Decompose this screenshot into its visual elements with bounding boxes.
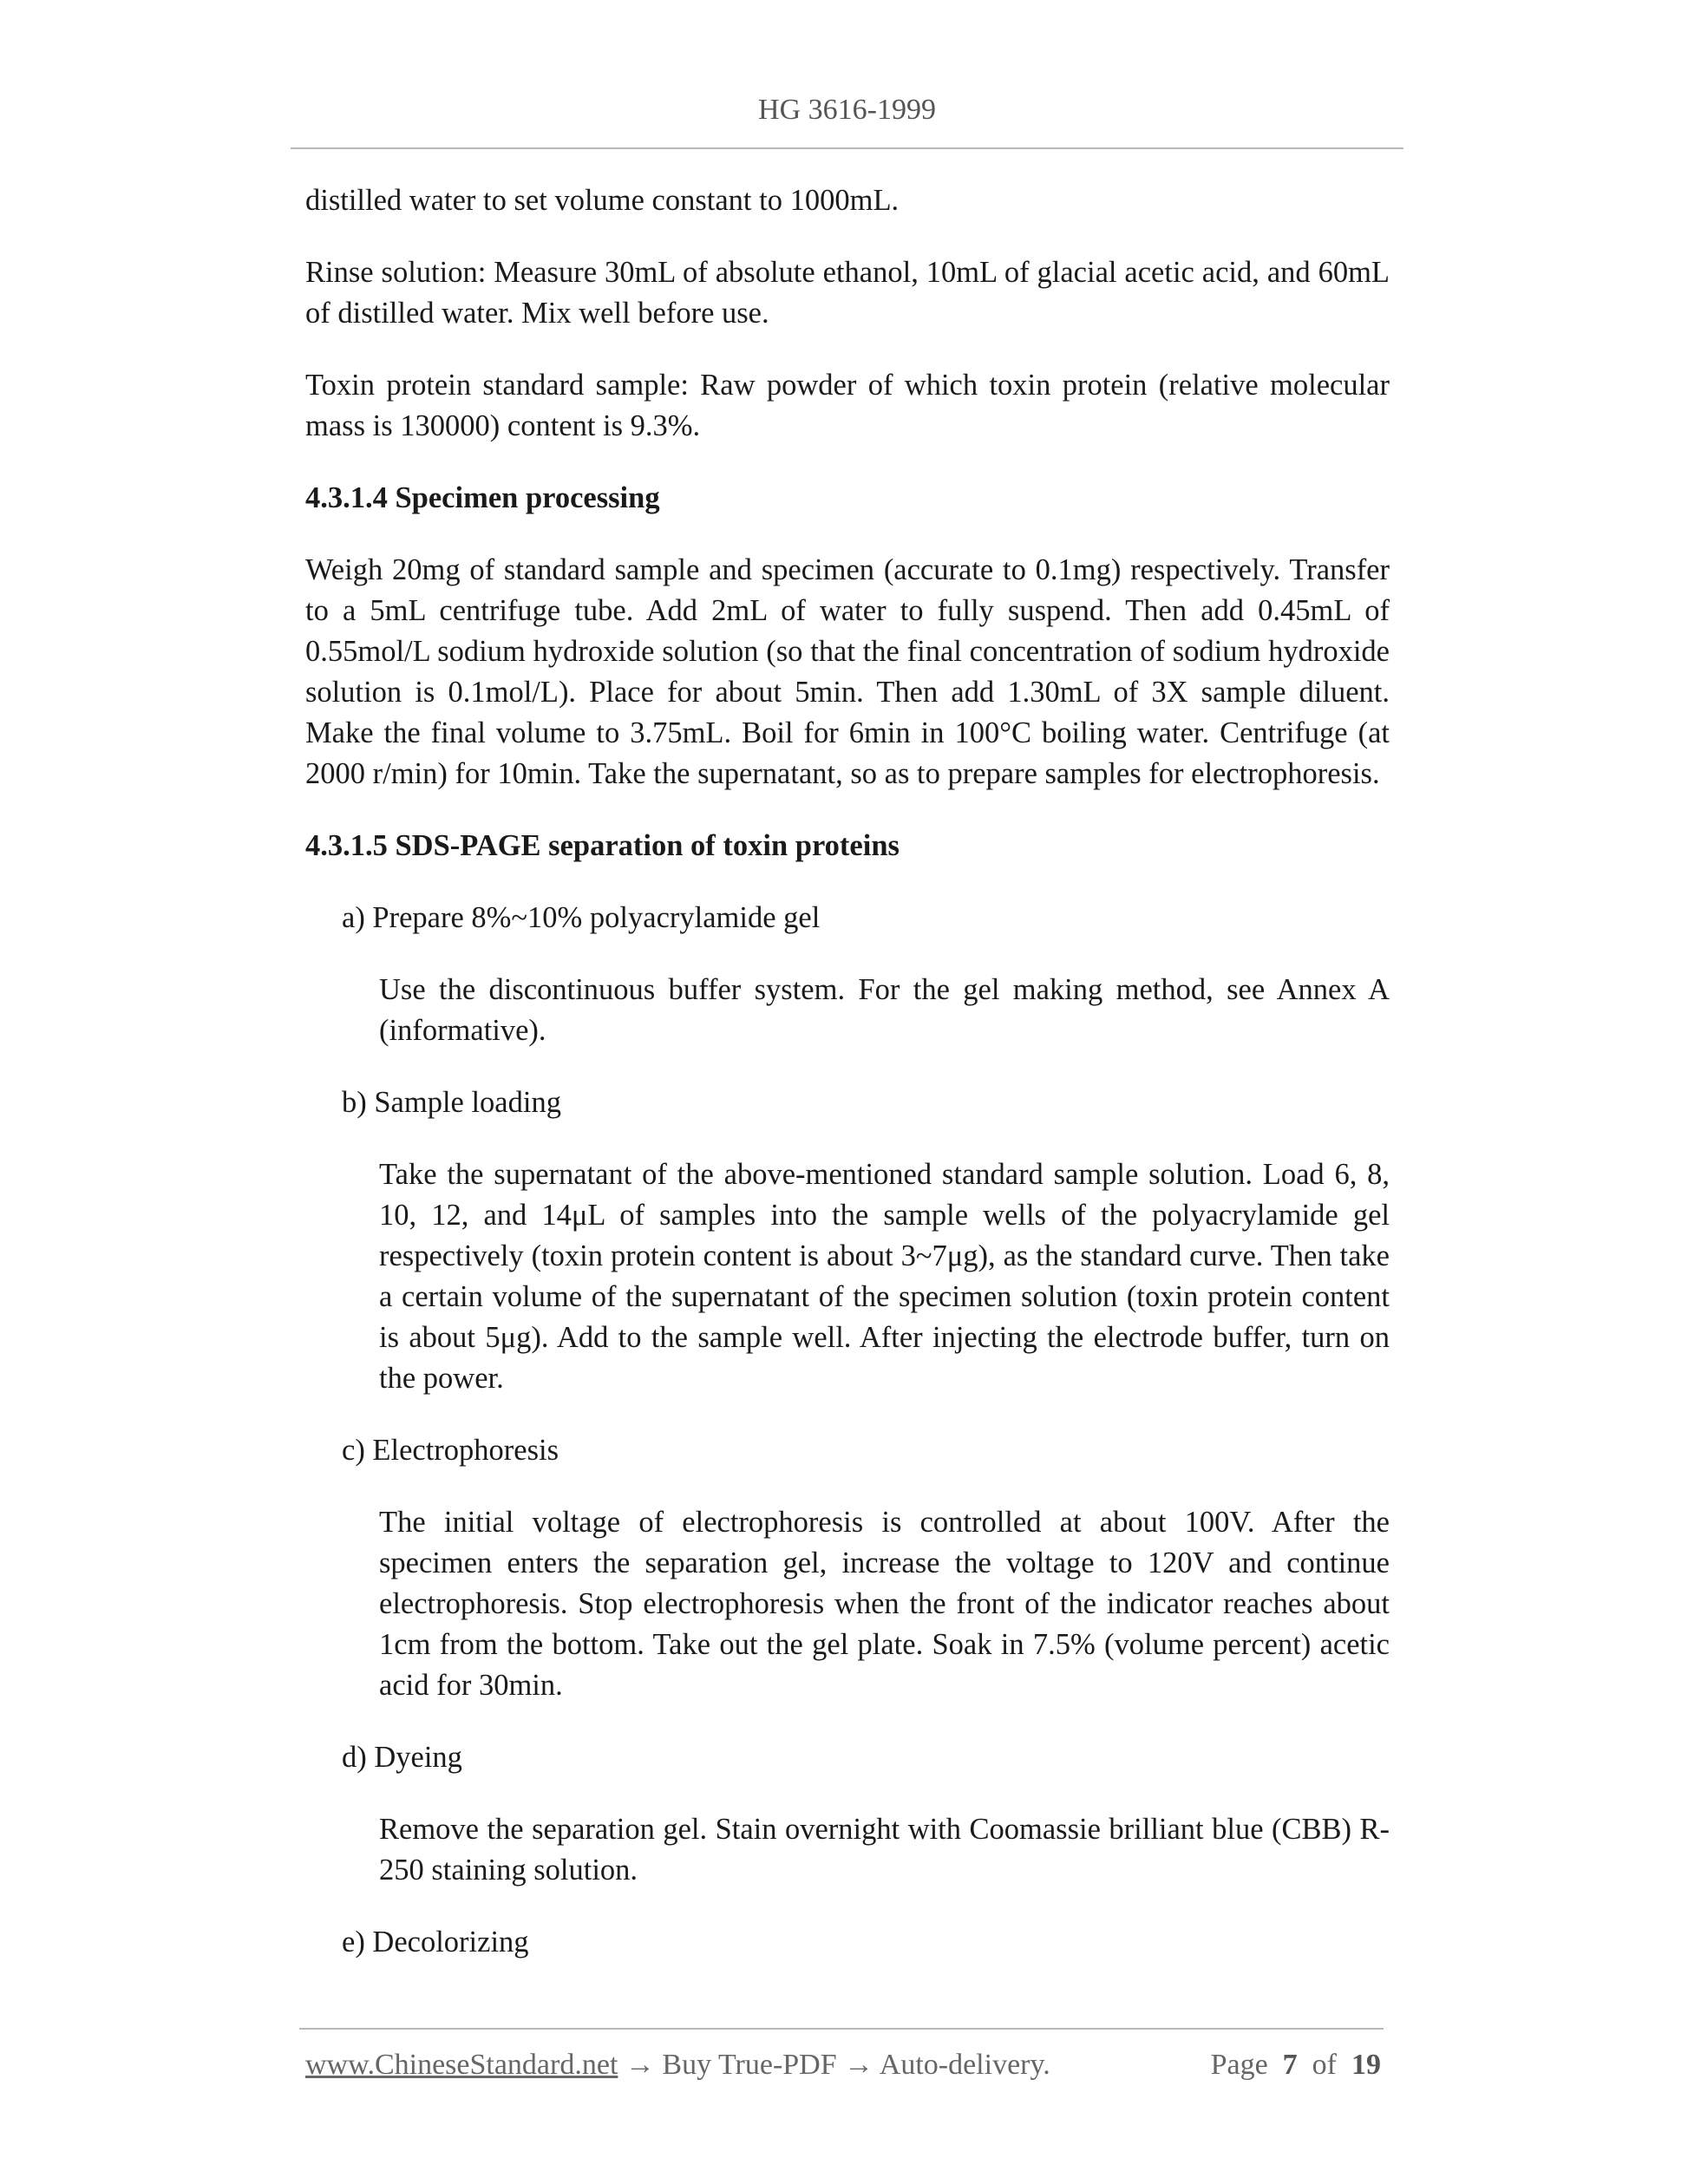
item-label-sample-loading: b) Sample loading xyxy=(342,1086,561,1119)
footer-divider xyxy=(299,2028,1384,2030)
heading-sds-page-separation: 4.3.1.5 SDS-PAGE separation of toxin proteins xyxy=(305,829,900,862)
page-total: 19 xyxy=(1351,2049,1381,2081)
arrow-right-icon: → xyxy=(625,2049,655,2081)
item-label-prepare-gel: a) Prepare 8%~10% polyacrylamide gel xyxy=(342,901,821,934)
document-body xyxy=(305,180,1390,1994)
page-current: 7 xyxy=(1282,2049,1298,2081)
item-body-electrophoresis: The initial voltage of electrophoresis is controlled at about 100V. After the specimen enters the separation gel, increase the voltage to 120V and continue electrophoresis. Stop electrophoresis when the front of the indicator reaches about 1cm from the bottom. Take out the gel plate. Soak in 7.5% (volume percent) acetic acid for 30min. xyxy=(379,1506,1390,1702)
paragraph-rinse-solution: Rinse solution: Measure 30mL of absolute ethanol, 10mL of glacial acetic acid, and 60mL of distilled water. Mix well before use. xyxy=(305,256,1390,330)
page-word: Page xyxy=(1210,2049,1268,2081)
arrow-right-icon: → xyxy=(844,2049,874,2081)
item-label-dyeing: d) Dyeing xyxy=(342,1741,462,1774)
buy-true-pdf-text: Buy True-PDF xyxy=(662,2049,837,2081)
of-word: of xyxy=(1312,2049,1337,2081)
item-label-decolorizing: e) Decolorizing xyxy=(342,1926,529,1958)
item-label-electrophoresis: c) Electrophoresis xyxy=(342,1434,559,1467)
site-link[interactable]: www.ChineseStandard.net xyxy=(305,2049,618,2081)
paragraph-specimen-processing: Weigh 20mg of standard sample and specimen (accurate to 0.1mg) respectively. Transfer to a 5mL centrifuge tube. Add 2mL of water to fully suspend. Then add 0.45mL of 0.55mol/L sodium hydroxide solution (so that the final concentration of sodium hydroxide solution is 0.1mol/L). Place for about 5min. Then add 1.30mL of 3X sample diluent. Make the final volume to 3.75mL. Boil for 6min in 100°C boiling water. Centrifuge (at 2000 r/min) for 10min. Take the supernatant, so as to prepare samples for electrophoresis. xyxy=(305,553,1390,790)
page-header: HG 3616-1999 xyxy=(758,94,936,126)
footer-links xyxy=(305,2049,1050,2082)
item-body-dyeing: Remove the separation gel. Stain overnight with Coomassie brilliant blue (CBB) R-250 staining solution. xyxy=(379,1813,1390,1886)
header-divider xyxy=(291,147,1403,149)
heading-specimen-processing: 4.3.1.4 Specimen processing xyxy=(305,481,660,514)
item-body-sample-loading: Take the supernatant of the above-mentioned standard sample solution. Load 6, 8, 10, 12, and 14μL of samples into the sample wells of the polyacrylamide gel respectively (toxin protein content is about 3~7μg), as the standard curve. Then take a certain volume of the supernatant of the specimen solution (toxin protein content is about 5μg). Add to the sample well. After injecting the electrode buffer, turn on the power. xyxy=(379,1158,1390,1395)
page-indicator xyxy=(1211,2049,1381,2082)
item-body-prepare-gel: Use the discontinuous buffer system. For the gel making method, see Annex A (informative). xyxy=(379,973,1390,1047)
paragraph-volume-constant: distilled water to set volume constant to 1000mL. xyxy=(305,184,900,217)
auto-delivery-text: Auto-delivery. xyxy=(879,2049,1050,2081)
paragraph-toxin-standard: Toxin protein standard sample: Raw powder of which toxin protein (relative molecular mass is 130000) content is 9.3%. xyxy=(305,369,1390,442)
